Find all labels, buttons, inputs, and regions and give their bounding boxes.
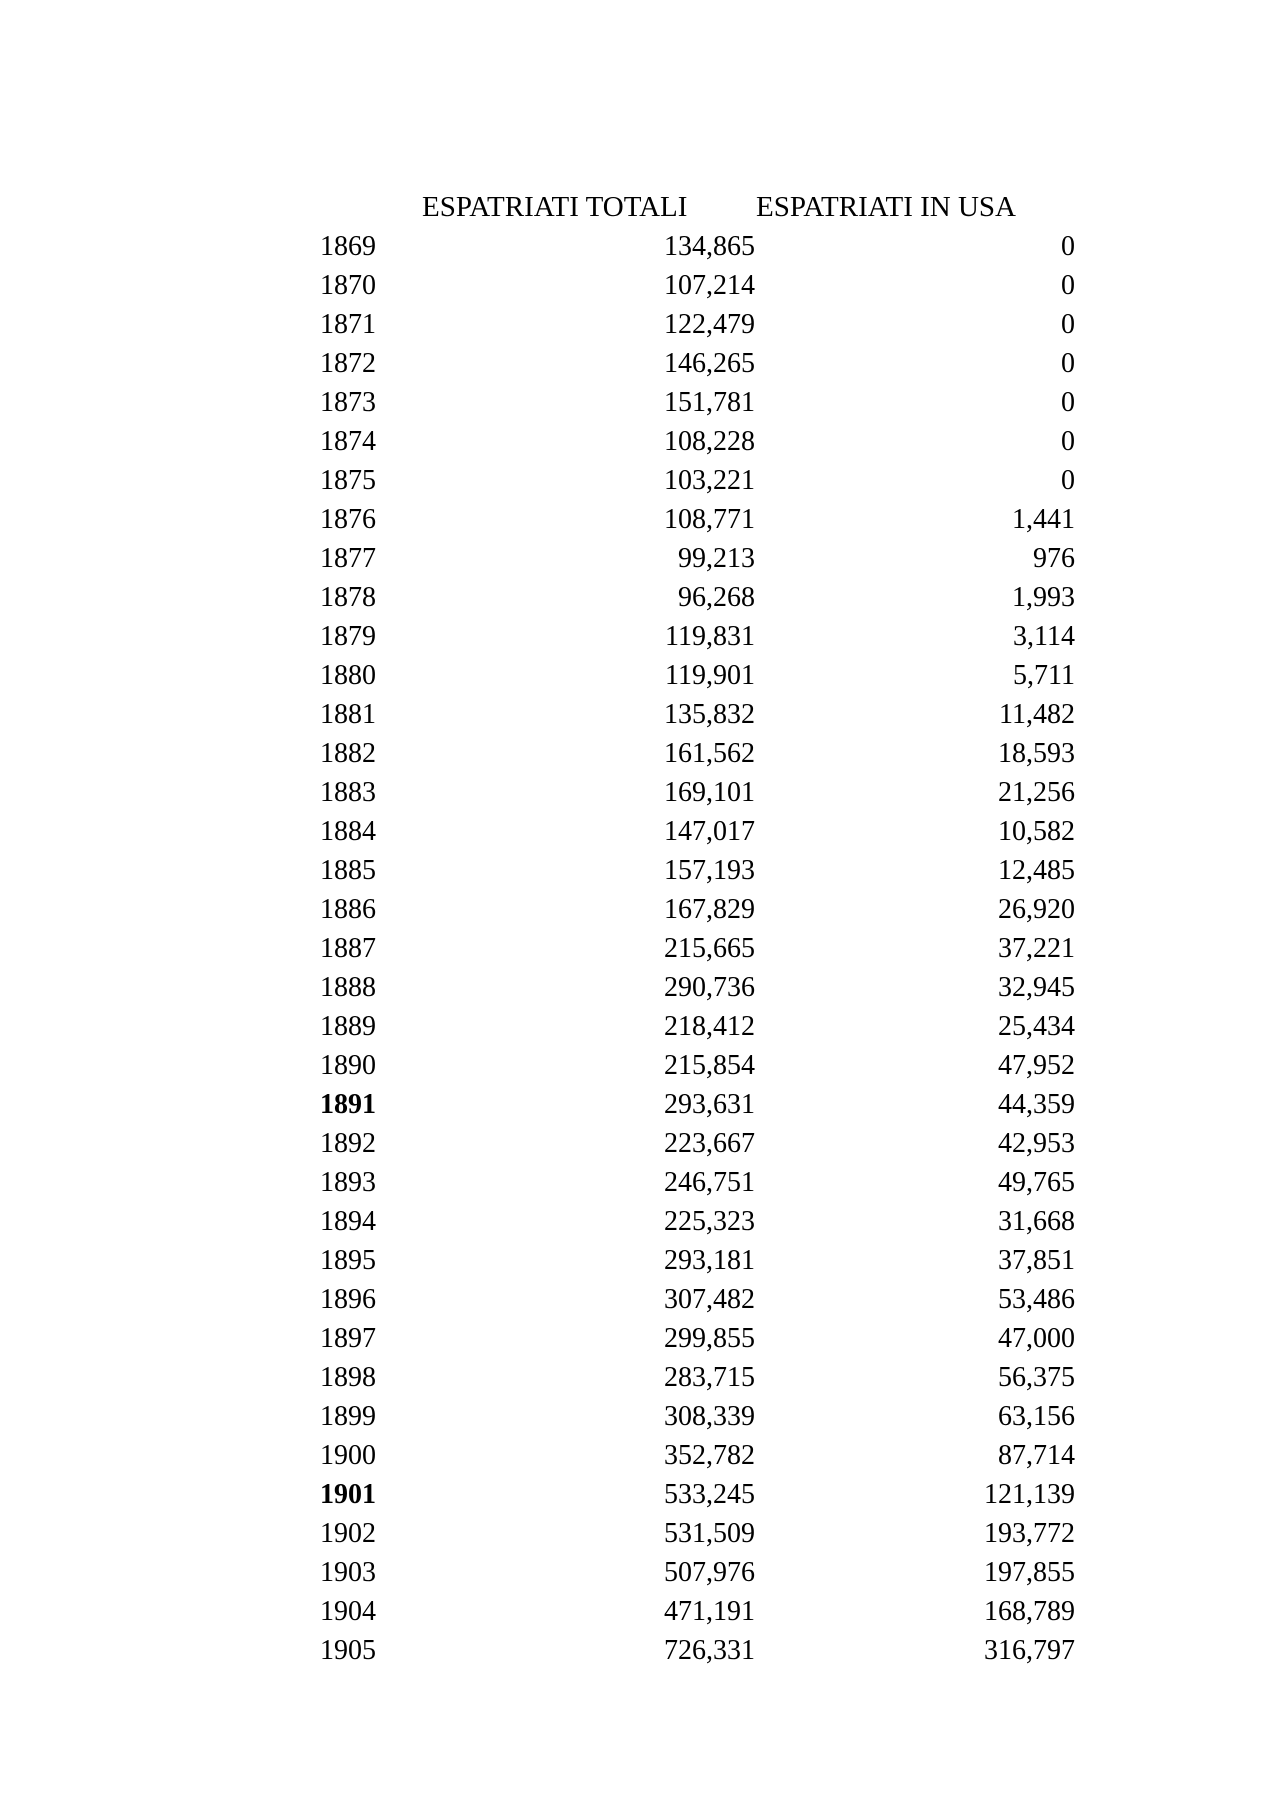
table-row <box>300 578 1075 617</box>
year-cell: 1890 <box>320 1050 376 1081</box>
year-cell: 1889 <box>320 1011 376 1042</box>
total-expatriates-cell: 157,193 <box>664 855 755 886</box>
usa-expatriates-cell: 3,114 <box>1013 621 1075 652</box>
usa-expatriates-cell: 47,000 <box>998 1323 1075 1354</box>
table-row <box>300 422 1075 461</box>
year-cell: 1898 <box>320 1362 376 1393</box>
table-row <box>300 695 1075 734</box>
year-cell: 1873 <box>320 387 376 418</box>
usa-expatriates-cell: 121,139 <box>984 1479 1075 1510</box>
total-expatriates-cell: 293,181 <box>664 1245 755 1276</box>
table-row <box>300 1358 1075 1397</box>
usa-expatriates-cell: 26,920 <box>998 894 1075 925</box>
year-cell: 1872 <box>320 348 376 379</box>
year-cell: 1896 <box>320 1284 376 1315</box>
table-row <box>300 1319 1075 1358</box>
table-row <box>300 383 1075 422</box>
usa-expatriates-cell: 44,359 <box>998 1089 1075 1120</box>
table-row <box>300 773 1075 812</box>
usa-expatriates-cell: 0 <box>1061 348 1075 379</box>
total-expatriates-cell: 119,831 <box>665 621 755 652</box>
total-expatriates-cell: 215,665 <box>664 933 755 964</box>
year-cell: 1883 <box>320 777 376 808</box>
usa-expatriates-cell: 63,156 <box>998 1401 1075 1432</box>
table-row <box>300 734 1075 773</box>
table-row <box>300 227 1075 266</box>
year-cell: 1878 <box>320 582 376 613</box>
total-expatriates-cell: 218,412 <box>664 1011 755 1042</box>
usa-expatriates-cell: 21,256 <box>998 777 1075 808</box>
table-row <box>300 1280 1075 1319</box>
usa-expatriates-cell: 47,952 <box>998 1050 1075 1081</box>
total-expatriates-cell: 299,855 <box>664 1323 755 1354</box>
total-expatriates-cell: 146,265 <box>664 348 755 379</box>
usa-expatriates-cell: 32,945 <box>998 972 1075 1003</box>
table-row <box>300 1202 1075 1241</box>
total-expatriates-cell: 471,191 <box>664 1596 755 1627</box>
total-expatriates-cell: 352,782 <box>664 1440 755 1471</box>
total-expatriates-cell: 507,976 <box>664 1557 755 1588</box>
table-row <box>300 1007 1075 1046</box>
usa-expatriates-cell: 0 <box>1061 426 1075 457</box>
total-expatriates-cell: 225,323 <box>664 1206 755 1237</box>
usa-expatriates-cell: 37,221 <box>998 933 1075 964</box>
total-expatriates-cell: 246,751 <box>664 1167 755 1198</box>
table-row <box>300 968 1075 1007</box>
table-header-row <box>300 188 1070 227</box>
total-expatriates-cell: 151,781 <box>664 387 755 418</box>
usa-expatriates-cell: 1,993 <box>1012 582 1075 613</box>
year-cell: 1900 <box>320 1440 376 1471</box>
table-body <box>300 227 1075 1670</box>
year-cell: 1869 <box>320 231 376 262</box>
usa-expatriates-cell: 31,668 <box>998 1206 1075 1237</box>
table-row <box>300 890 1075 929</box>
year-cell: 1880 <box>320 660 376 691</box>
total-expatriates-cell: 307,482 <box>664 1284 755 1315</box>
usa-expatriates-cell: 193,772 <box>984 1518 1075 1549</box>
year-cell: 1877 <box>320 543 376 574</box>
total-expatriates-cell: 215,854 <box>664 1050 755 1081</box>
total-expatriates-cell: 533,245 <box>664 1479 755 1510</box>
table-row <box>300 1592 1075 1631</box>
table-row <box>300 1514 1075 1553</box>
usa-expatriates-cell: 37,851 <box>998 1245 1075 1276</box>
header-total-expatriates: ESPATRIATI TOTALI <box>422 191 688 223</box>
year-cell: 1891 <box>320 1089 376 1120</box>
total-expatriates-cell: 531,509 <box>664 1518 755 1549</box>
year-cell: 1897 <box>320 1323 376 1354</box>
table-row <box>300 1085 1075 1124</box>
table-row <box>300 344 1075 383</box>
table-row <box>300 1124 1075 1163</box>
usa-expatriates-cell: 53,486 <box>998 1284 1075 1315</box>
table-row <box>300 1241 1075 1280</box>
year-cell: 1888 <box>320 972 376 1003</box>
year-cell: 1874 <box>320 426 376 457</box>
table-row <box>300 812 1075 851</box>
year-cell: 1894 <box>320 1206 376 1237</box>
total-expatriates-cell: 308,339 <box>664 1401 755 1432</box>
year-cell: 1881 <box>320 699 376 730</box>
year-cell: 1895 <box>320 1245 376 1276</box>
table-row <box>300 539 1075 578</box>
usa-expatriates-cell: 0 <box>1061 465 1075 496</box>
year-cell: 1882 <box>320 738 376 769</box>
table-row <box>300 1397 1075 1436</box>
table-row <box>300 1553 1075 1592</box>
table-row <box>300 1046 1075 1085</box>
usa-expatriates-cell: 976 <box>1033 543 1075 574</box>
usa-expatriates-cell: 197,855 <box>984 1557 1075 1588</box>
total-expatriates-cell: 96,268 <box>678 582 755 613</box>
usa-expatriates-cell: 0 <box>1061 270 1075 301</box>
year-cell: 1905 <box>320 1635 376 1666</box>
table-row <box>300 1631 1075 1670</box>
usa-expatriates-cell: 10,582 <box>998 816 1075 847</box>
header-usa-expatriates: ESPATRIATI IN USA <box>756 191 1016 223</box>
total-expatriates-cell: 169,101 <box>664 777 755 808</box>
year-cell: 1879 <box>320 621 376 652</box>
usa-expatriates-cell: 5,711 <box>1013 660 1075 691</box>
year-cell: 1887 <box>320 933 376 964</box>
usa-expatriates-cell: 0 <box>1061 309 1075 340</box>
total-expatriates-cell: 135,832 <box>664 699 755 730</box>
year-cell: 1875 <box>320 465 376 496</box>
total-expatriates-cell: 134,865 <box>664 231 755 262</box>
total-expatriates-cell: 119,901 <box>665 660 755 691</box>
total-expatriates-cell: 108,771 <box>664 504 755 535</box>
year-cell: 1884 <box>320 816 376 847</box>
year-cell: 1871 <box>320 309 376 340</box>
year-cell: 1893 <box>320 1167 376 1198</box>
table-row <box>300 1436 1075 1475</box>
usa-expatriates-cell: 87,714 <box>998 1440 1075 1471</box>
total-expatriates-cell: 167,829 <box>664 894 755 925</box>
table-row <box>300 656 1075 695</box>
table-row <box>300 851 1075 890</box>
usa-expatriates-cell: 11,482 <box>999 699 1075 730</box>
table-row <box>300 266 1075 305</box>
total-expatriates-cell: 726,331 <box>664 1635 755 1666</box>
year-cell: 1886 <box>320 894 376 925</box>
year-cell: 1885 <box>320 855 376 886</box>
usa-expatriates-cell: 25,434 <box>998 1011 1075 1042</box>
usa-expatriates-cell: 316,797 <box>984 1635 1075 1666</box>
total-expatriates-cell: 103,221 <box>664 465 755 496</box>
usa-expatriates-cell: 12,485 <box>998 855 1075 886</box>
table-row <box>300 305 1075 344</box>
usa-expatriates-cell: 0 <box>1061 387 1075 418</box>
table-row <box>300 461 1075 500</box>
total-expatriates-cell: 161,562 <box>664 738 755 769</box>
table-row <box>300 617 1075 656</box>
year-cell: 1899 <box>320 1401 376 1432</box>
total-expatriates-cell: 293,631 <box>664 1089 755 1120</box>
table-row <box>300 500 1075 539</box>
table-row <box>300 1163 1075 1202</box>
usa-expatriates-cell: 42,953 <box>998 1128 1075 1159</box>
total-expatriates-cell: 290,736 <box>664 972 755 1003</box>
usa-expatriates-cell: 0 <box>1061 231 1075 262</box>
total-expatriates-cell: 147,017 <box>664 816 755 847</box>
year-cell: 1904 <box>320 1596 376 1627</box>
usa-expatriates-cell: 18,593 <box>998 738 1075 769</box>
total-expatriates-cell: 99,213 <box>678 543 755 574</box>
total-expatriates-cell: 107,214 <box>664 270 755 301</box>
usa-expatriates-cell: 1,441 <box>1012 504 1075 535</box>
total-expatriates-cell: 283,715 <box>664 1362 755 1393</box>
total-expatriates-cell: 122,479 <box>664 309 755 340</box>
year-cell: 1892 <box>320 1128 376 1159</box>
table-row <box>300 1475 1075 1514</box>
table-row <box>300 929 1075 968</box>
usa-expatriates-cell: 49,765 <box>998 1167 1075 1198</box>
usa-expatriates-cell: 56,375 <box>998 1362 1075 1393</box>
emigration-table <box>300 188 1075 1670</box>
year-cell: 1876 <box>320 504 376 535</box>
year-cell: 1902 <box>320 1518 376 1549</box>
total-expatriates-cell: 108,228 <box>664 426 755 457</box>
total-expatriates-cell: 223,667 <box>664 1128 755 1159</box>
usa-expatriates-cell: 168,789 <box>984 1596 1075 1627</box>
year-cell: 1870 <box>320 270 376 301</box>
year-cell: 1901 <box>320 1479 376 1510</box>
year-cell: 1903 <box>320 1557 376 1588</box>
